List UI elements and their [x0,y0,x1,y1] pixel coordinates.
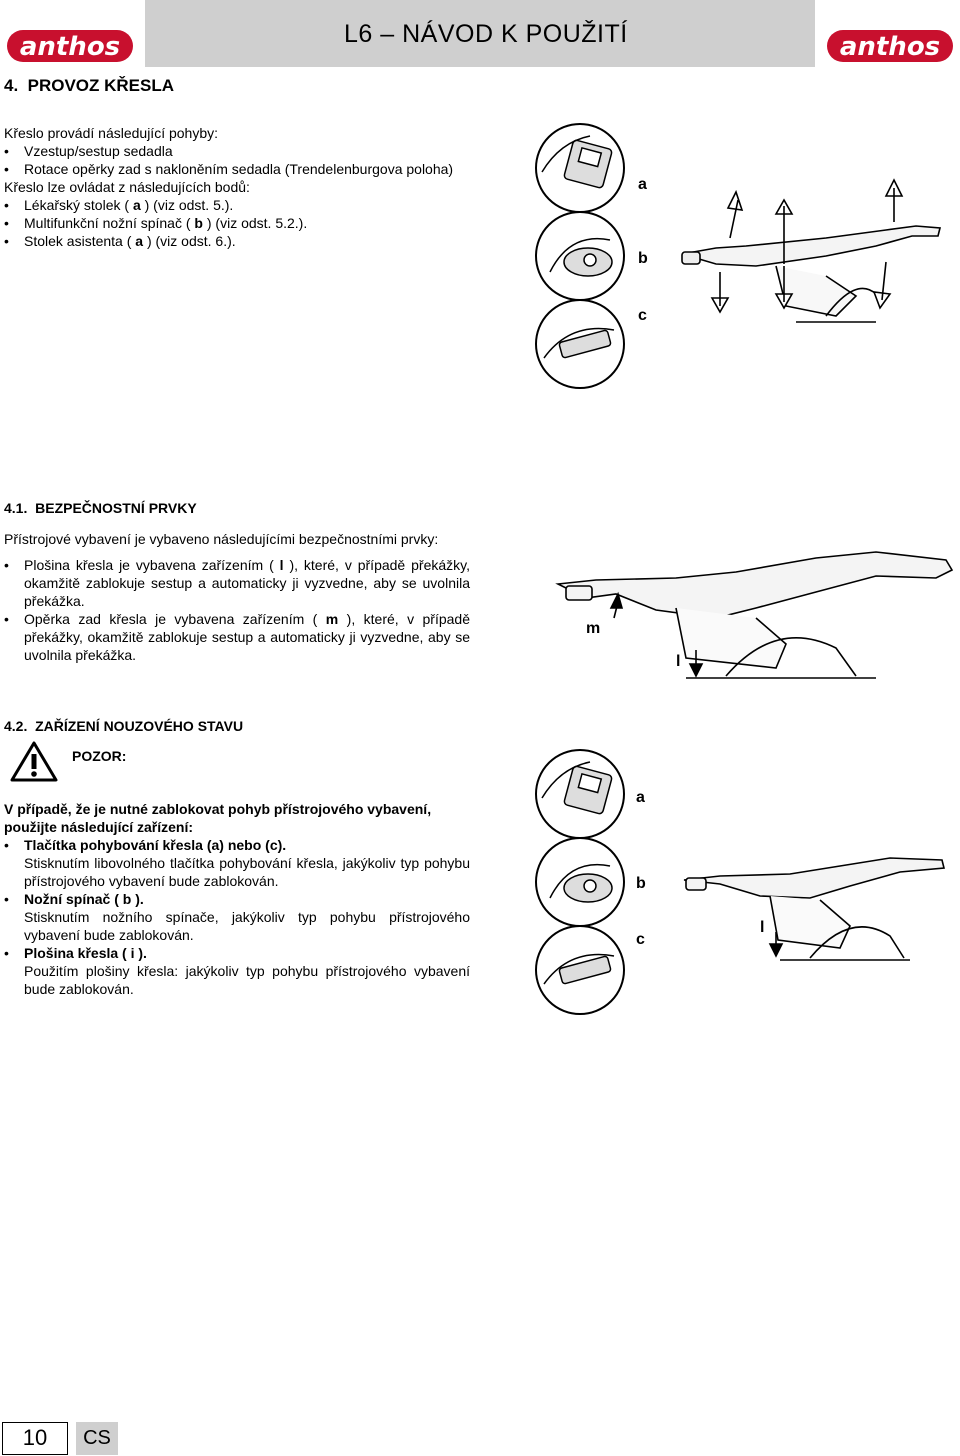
list-item: • Vzestup/sestup sedadla [4,143,173,159]
label-l: l [676,653,681,670]
list-item: • Opěrka zad křesla je vybavena zařízením ( m ), které, v případě překážky, okamžitě zablokuje sestup a automaticky ji vyzvedne, aby se uvolnila překážka. [4,611,470,663]
list-item: • Tlačítka pohybování křesla (a) nebo (c). Stisknutím libovolného tlačítka pohybování křesla, jakýkoliv typ pohybu přístrojového vybavení bude zablokován. [4,837,470,889]
anthos-logo-icon [826,28,954,64]
label-a: a [638,176,647,193]
language-badge: CS [76,1422,118,1455]
safety-devices-figure [556,548,956,690]
section-intro: Přístrojové vybavení je vybaveno následujícími bezpečnostními prvky: [4,531,439,547]
svg-text:anthos: anthos [19,32,121,62]
list-item: • Nožní spínač ( b ). Stisknutím nožního spínače, jakýkoliv typ pohybu přístrojového vybavení bude zablokován. [4,891,470,943]
chair-movement-figure [676,176,946,326]
label-m: m [586,620,601,637]
anthos-logo-icon [6,28,134,64]
svg-text:anthos: anthos [839,32,941,62]
control-points-figure [530,122,660,392]
section-heading: 4.1. BEZPEČNOSTNÍ PRVKY [4,500,197,516]
label-c: c [638,307,647,324]
paragraph: Křeslo lze ovládat z následujících bodů: [4,179,250,195]
emergency-controls-figure [530,748,660,1018]
list-item: • Stolek asistenta ( a ) (viz odst. 6.). [4,233,236,249]
chair-platform-figure [680,850,950,1000]
label-a: a [636,789,645,806]
section-heading: 4.2. ZAŘÍZENÍ NOUZOVÉHO STAVU [4,718,244,734]
list-item: • Multifunkční nožní spínač ( b ) (viz odst. 5.2.). [4,215,308,231]
warning-icon [10,740,58,782]
list-item: • Rotace opěrky zad s nakloněním sedadla (Trendelenburgova poloha) [4,161,454,177]
warning-lead: V případě, že je nutné zablokovat pohyb přístrojového vybavení, použijte následující zařízení: [4,801,432,835]
logo-left [6,28,134,64]
page-title: L6 – NÁVOD K POUŽITÍ [344,20,628,48]
label-l: l [760,919,765,936]
safety-list [4,556,470,664]
paragraph: Křeslo provádí následující pohyby: [4,125,219,141]
warning-label: POZOR: [72,748,127,764]
label-b: b [638,250,648,267]
list-item: • Plošina křesla je vybavena zařízením ( l ), které, v případě překážky, okamžitě zablokuje sestup a automaticky ji vyzvedne, aby se uvolnila překážka. [4,557,470,609]
emergency-list [4,836,470,998]
label-c: c [636,931,645,948]
section-text [4,124,494,250]
section-heading: 4. PROVOZ KŘESLA [4,76,175,95]
list-item: • Plošina křesla ( i ). Použitím plošiny křesla: jakýkoliv typ pohybu přístrojového vybavení bude zablokován. [4,945,470,997]
logo-right [826,28,954,64]
label-b: b [636,875,646,892]
page-number: 10 [2,1422,68,1455]
list-item: • Lékařský stolek ( a ) (viz odst. 5.). [4,197,234,213]
